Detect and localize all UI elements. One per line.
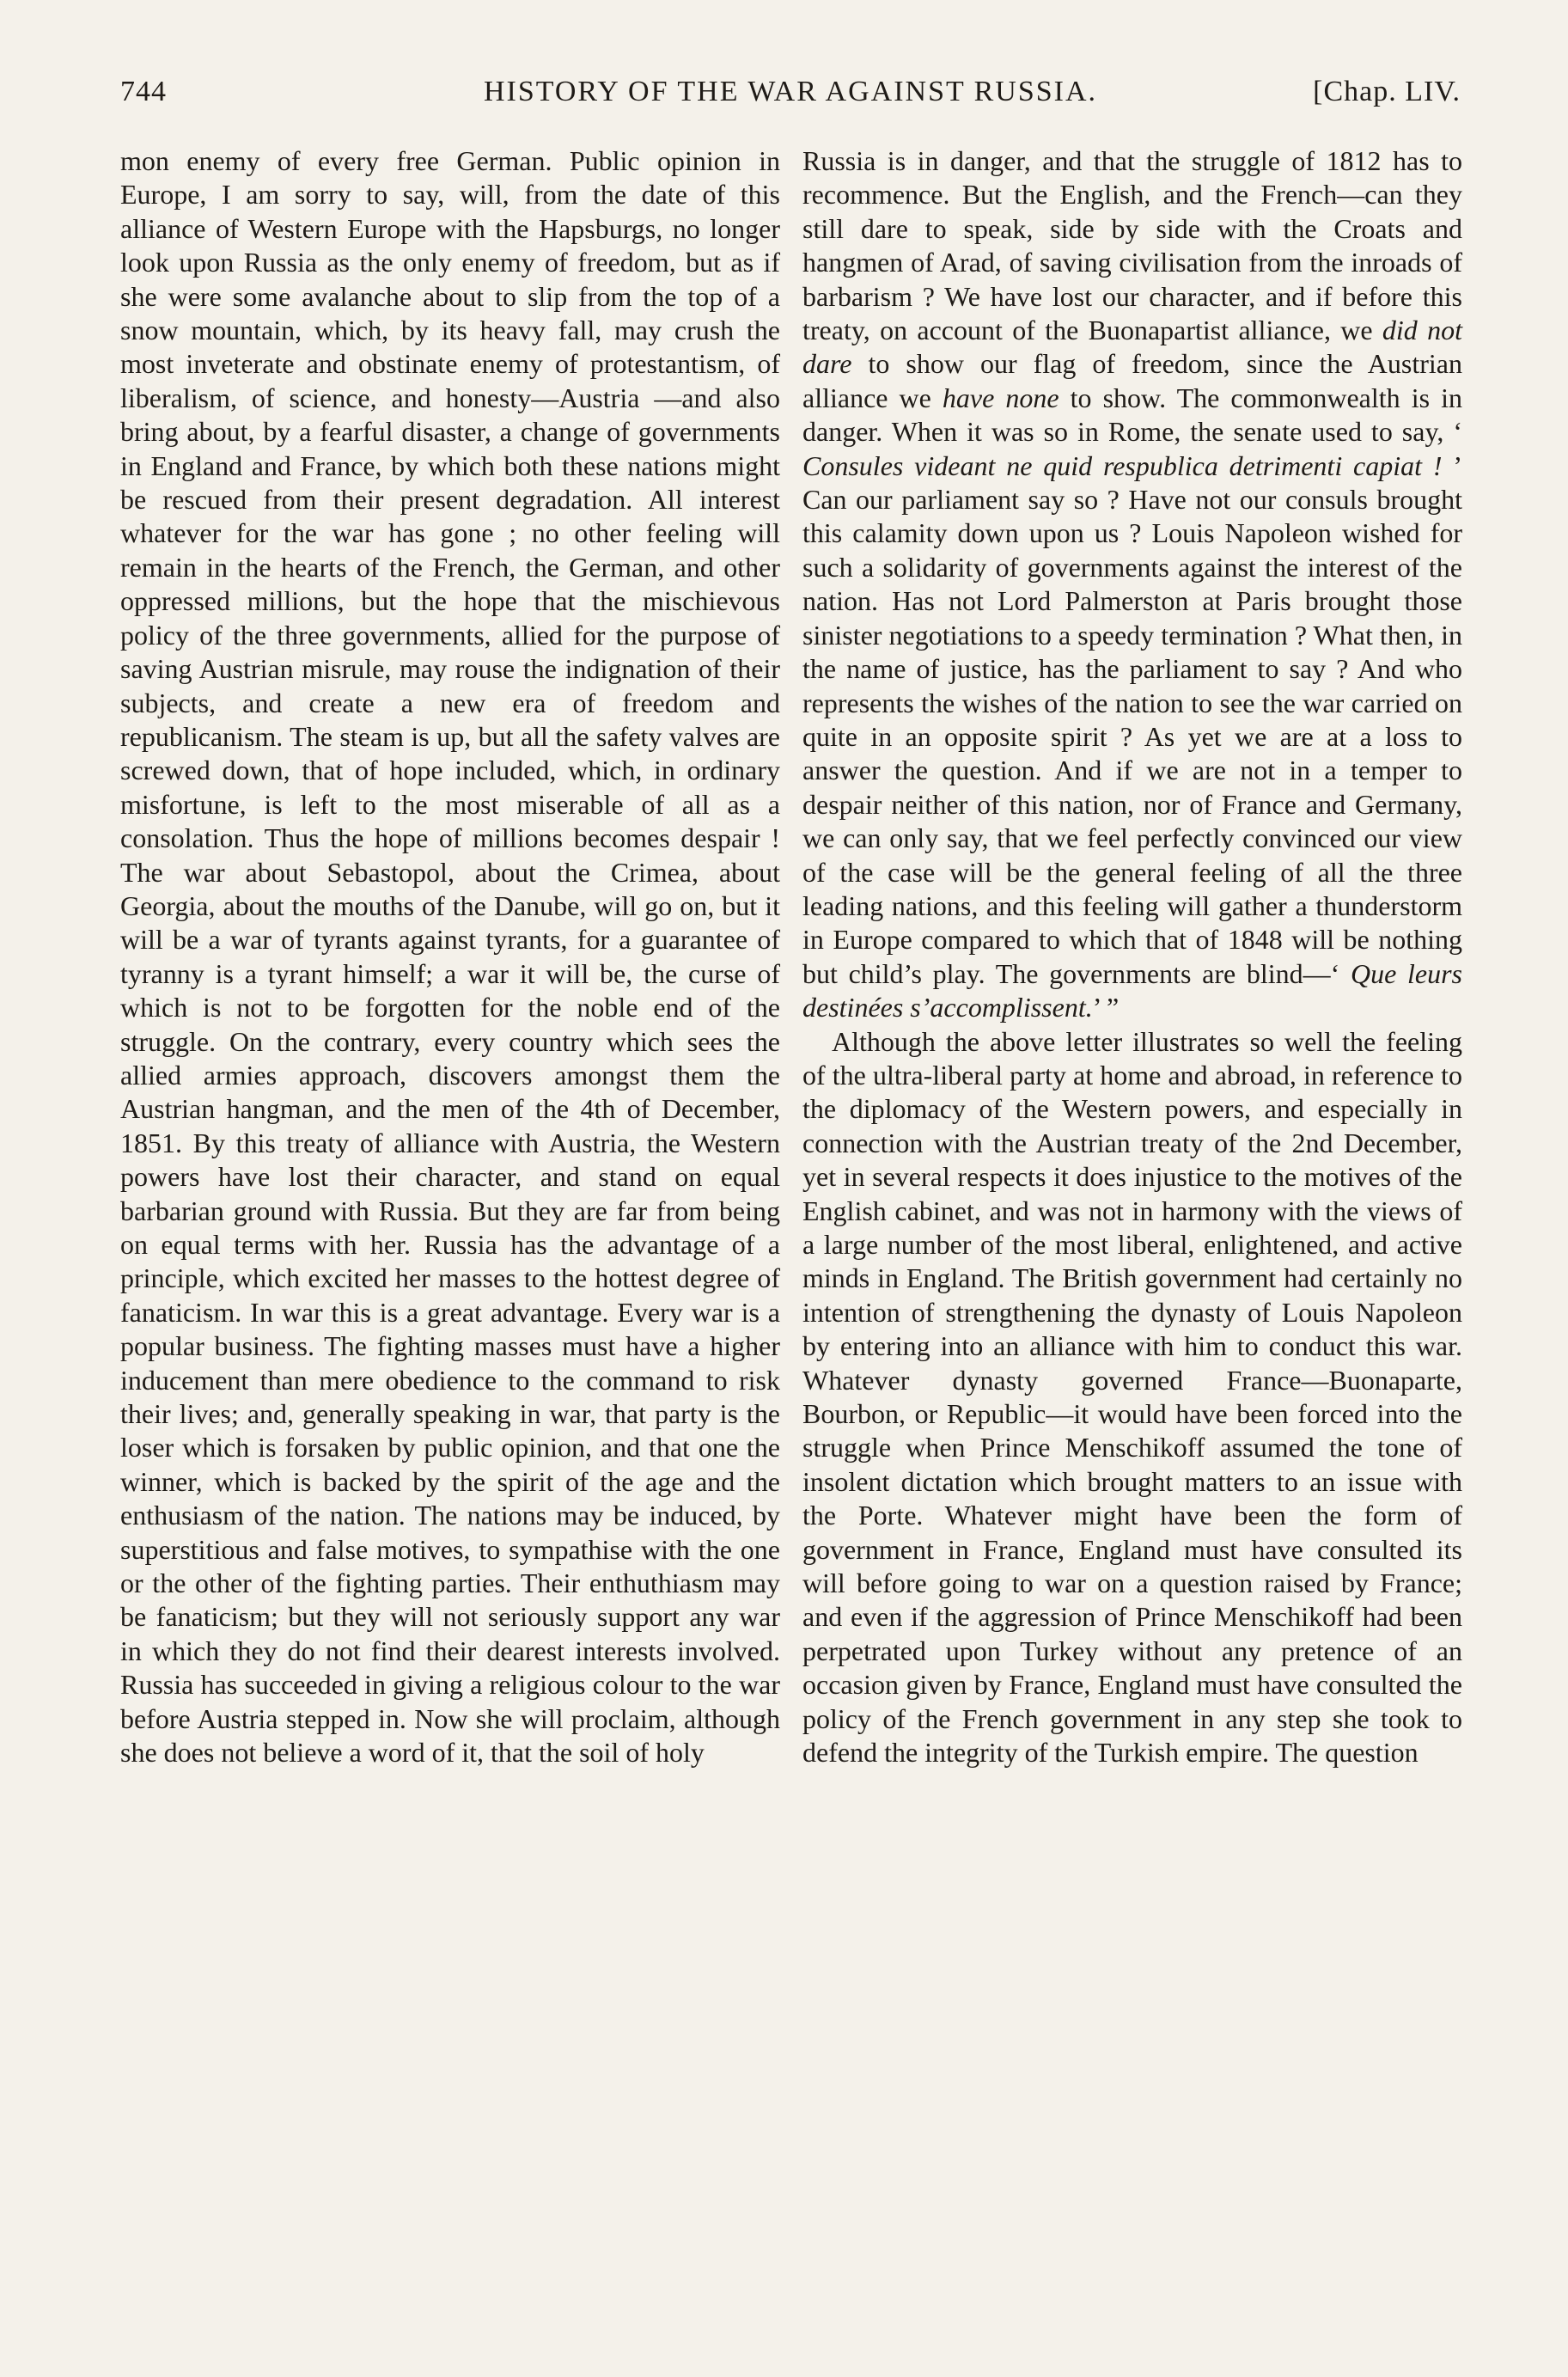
left-column-paragraph: mon enemy of every free German. Public opinion in Europe, I am sorry to say, will, from the date of this alliance of Western Europe with the Hapsburgs, no longer look upon Russia as the only enemy of freedom, but as if she were some avalanche about to slip from the top of a snow mountain, which, by its heavy fall, may crush the most inveterate and obstinate enemy of protestantism, of liberalism, of science, and honesty—Austria —and also bring about, by a fearful disaster, a change of governments in England and France, by which both these nations might be rescued from their present degradation. All interest whatever for the war has gone ; no other feeling will remain in the hearts of the French, the German, and other oppressed millions, but the hope that the mischievous policy of the three governments, allied for the purpose of saving Austrian misrule, may rouse the indignation of their subjects, and create a new era of freedom and republicanism. The steam is up, but all the safety valves are screwed down, that of hope included, which, in ordinary misfortune, is left to the most miserable of all as a consolation. Thus the hope of millions becomes despair ! The war about Sebastopol, about the Crimea, about Georgia, about the mouths of the Danube, will go on, but it will be a war of tyrants against tyrants, for a guarantee of tyranny is a tyrant himself; a war it will be, the curse of which is not to be forgotten for the noble end of the struggle. On the contrary, every country which sees the allied armies approach, discovers amongst them the Austrian hangman, and the men of the 4th of December, 1851. By this treaty of alliance with Austria, the Western powers have lost their character, and stand on equal barbarian ground with Russia. But they are far from being on equal terms with her. Russia has the advantage of a principle, which excited her masses to the hottest degree of fanaticism. In war this is a great advantage. Every war is a popular business. The fighting masses must have a higher inducement than mere obedience to the command to risk their lives; and, generally speaking in war, that party is the loser which is forsaken by public opinion, and that one the winner, which is backed by the spirit of the age and the enthusiasm of the nation. The nations may be induced, by superstitious and false motives, to sympathise with the one or the other of the fighting parties. Their enthuthiasm may be fanaticism; but they will not seriously support any war in which they do not find their dearest interests involved. Russia has succeeded in giving a religious colour to the war before Austria stepped in. Now she will proclaim, although she does not believe a word of it, that the soil of holy [120, 145, 780, 1769]
running-header [120, 76, 1461, 119]
chapter-label: [Chap. LIV. [1313, 76, 1461, 107]
french-quotation: Que leurs destinées s’accomplissent. [802, 957, 1463, 1024]
letter-text: Russia is in danger, and that the struggle of 1812 has to recommence. But the English, and the French—can they still dare to speak, side by side with the Croats and hangmen of Arad, of saving civilisation from the inroads of barbarism ? We have lost our character, and if before this treaty, on account of the Buonapartist alliance, we [802, 145, 1462, 346]
italic-phrase: did not dare [802, 315, 1463, 380]
letter-continuation [802, 144, 1462, 1025]
letter-text: to show. The commonwealth is in danger. When it was so in Rome, the senate used to say, ‘ [802, 382, 1463, 448]
page-number: 744 [120, 76, 167, 107]
letter-text: ’ Can our parliament say so ? Have not our consuls brought this calamity down upon us ? Louis Napoleon wished for such a solidarity of governments against the interest of the nation. Has not Lord Palmerston at Paris brought those sinister negotiations to a speedy termination ? What then, in the name of justice, has the parliament to say ? And who represents the wishes of the nation to see the war carried on quite in an opposite spirit ? As yet we are at a loss to answer the question. And if we are not in a temper to despair neither of this nation, nor of France and Germany, we can only say, that we feel perfectly convinced our view of the case will be the general feeling of all the three leading nations, and this feeling will gather a thunderstorm in Europe compared to which that of 1848 will be nothing but child’s play. The governments are blind—‘ [802, 449, 1463, 989]
letter-text: ’ ” [1092, 992, 1120, 1024]
left-column [120, 144, 780, 1770]
latin-quotation: Consules videant ne quid respublica detrimenti capiat ! [802, 449, 1443, 481]
commentary-paragraph: Although the above letter illustrates so well the feeling of the ultra-liberal party at home and abroad, in reference to the diplomacy of the Western powers, and especially in connection with the Austrian treaty of the 2nd December, yet in several respects it does injustice to the motives of the English cabinet, and was not in harmony with the views of a large number of the most liberal, enlightened, and active minds in England. The British government had certainly no intention of strengthening the dynasty of Louis Napoleon by entering into an alliance with him to conduct this war. Whatever dynasty governed France—Buonaparte, Bourbon, or Republic—it would have been forced into the struggle when Prince Menschikoff assumed the tone of insolent dictation which brought matters to an issue with the Porte. Whatever might have been the form of government in France, England must have consulted its will before going to war on a question raised by France; and even if the aggression of Prince Menschikoff had been perpetrated upon Turkey without any pretence of an occasion given by France, England must have consulted the policy of the French government in any step she took to defend the integrity of the Turkish empire. The question [802, 1025, 1462, 1769]
column-gutter [788, 146, 789, 2346]
letter-text: to show our flag of freedom, since the Austrian alliance we [802, 348, 1462, 413]
running-title: HISTORY OF THE WAR AGAINST RUSSIA. [483, 76, 1098, 107]
italic-phrase: have none [942, 382, 1059, 413]
right-column [802, 144, 1462, 1770]
